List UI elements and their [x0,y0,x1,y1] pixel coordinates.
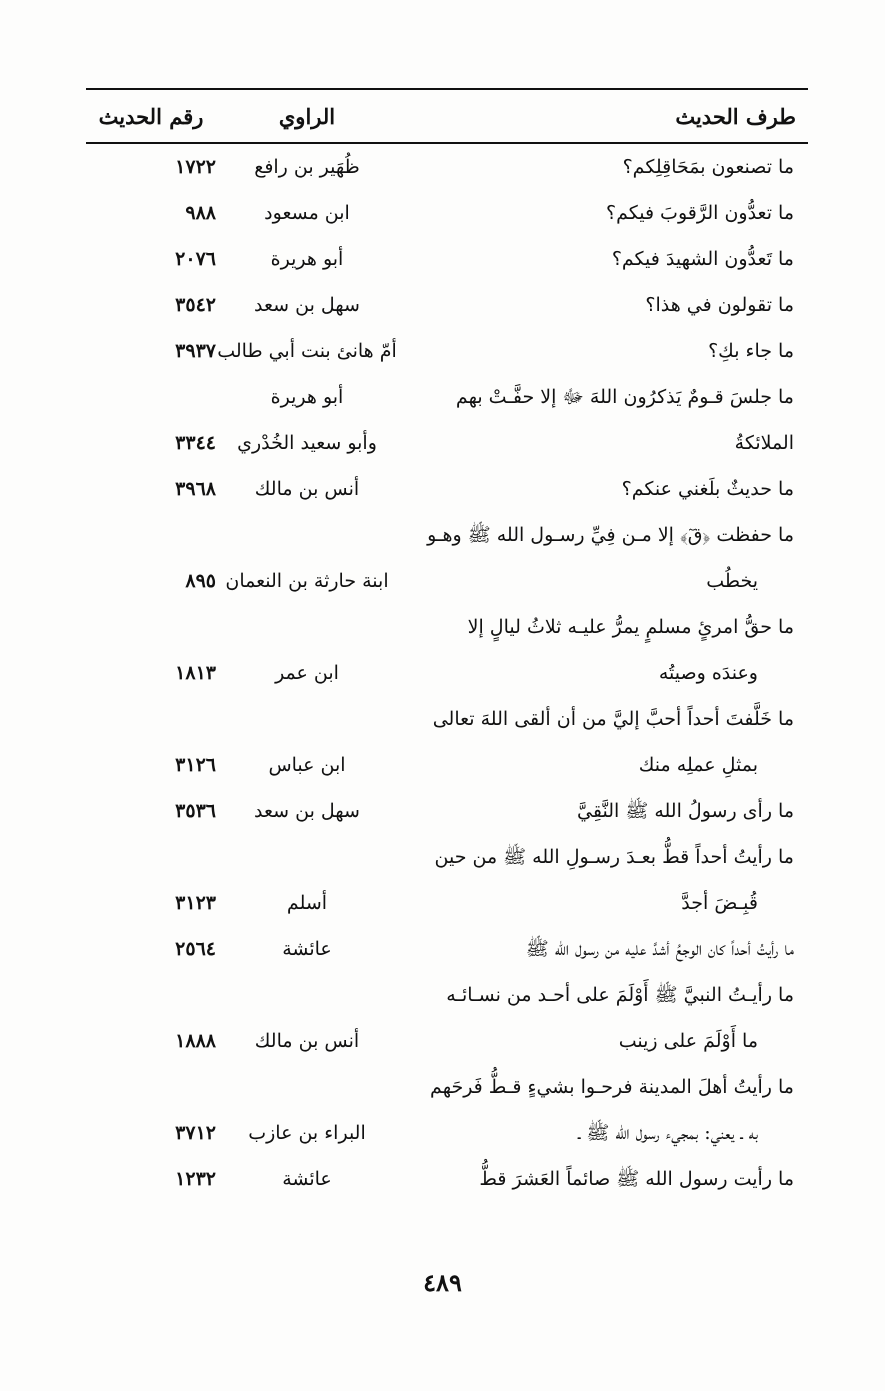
table-row [86,972,808,1064]
hadith-text-line: ما خَلَّفتَ أحداً أحبَّ إليَّ من أن ألقى اللهَ تعالى [432,708,794,730]
page-number: ٤٨٩ [423,1268,462,1297]
narrator-name: البراء بن عازب [248,1122,366,1144]
hadith-text-cell [398,374,808,466]
table-row [86,190,808,236]
narrator-name: أمّ هانئ بنت أبي طالب [217,340,397,362]
hadith-text-line: ما أَوْلَمَ على زينب [618,1030,758,1052]
narrator-name: سهل بن سعد [254,800,360,822]
hadith-number-cell: ٣٣٤٤ [175,432,216,454]
hadith-text-line: وعندَه وصيتُه [658,662,758,684]
narrator-cell [216,466,398,512]
table-row [86,374,808,466]
hadith-number-cell: ٢٥٦٤ [175,938,216,960]
index-table-body [86,144,808,1202]
hadith-number-cell: ١٨٨٨ [175,1030,216,1052]
hadith-text-line: ما حديثٌ بلَغني عنكم؟ [621,478,794,500]
hadith-text-line: ما تعدُّون الرَّقوبَ فيكم؟ [605,202,794,224]
hadith-text-cell [398,604,808,696]
narrator-cell [216,328,398,374]
table-row [86,788,808,834]
narrator-name: عائشة [282,938,332,960]
hadith-number-cell: ٣١٢٦ [175,754,216,776]
narrator-name: ابن مسعود [264,202,350,224]
hadith-number-cell: ٨٩٥ [185,570,216,592]
narrator-cell [216,926,398,972]
table-row [86,604,808,696]
hadith-text-line: ما تصنعون بمَحَاقِلِكم؟ [622,156,794,178]
hadith-number-cell: ١٨١٣ [175,662,216,684]
hadith-number-cell: ١٢٣٢ [175,1168,216,1190]
table-row [86,144,808,190]
narrator-cell [216,144,398,190]
narrator-name: ابن عمر [275,662,339,684]
narrator-name: عائشة [282,1168,332,1190]
narrator-cell [216,558,398,604]
hadith-text-cell [398,1064,808,1156]
hadith-text-cell [398,1156,808,1202]
hadith-text-line: ما حقُّ امرئٍ مسلمٍ يمرُّ عليـه ثلاثُ ليالٍ إلا [467,616,794,638]
narrator-cell [216,742,398,788]
table-row [86,512,808,604]
hadith-number-cell: ٩٨٨ [185,202,216,224]
hadith-number-cell: ٣٥٤٢ [175,294,216,316]
hadith-number-cell: ٣٧١٢ [175,1122,216,1144]
hadith-text-line: ما رأيـتُ النبيَّ ﷺ أَوْلَمَ على أحـد من نسـائـه [446,984,794,1006]
hadith-text-cell [398,512,808,604]
narrator-name: أنس بن مالك [254,478,360,500]
hadith-text-cell [398,190,808,236]
hadith-text-line: ما رأيتُ أحداً كان الوجعُ أشدَّ عليه من رسول الله ﷺ [525,938,794,960]
header-hadith-text: طرف الحديث [675,103,796,129]
table-row [86,466,808,512]
header-hadith-number: رقم الحديث [98,103,204,129]
table-row [86,1156,808,1202]
hadith-text-line: ما رأيتُ أحداً قطُّ بعـدَ رسـولِ الله ﷺ من حين [434,846,794,868]
narrator-cell [216,1156,398,1202]
table-row [86,328,808,374]
hadith-text-line: ما رأيتُ أهلَ المدينة فرحـوا بشيءٍ قـطُّ فَرحَهم [430,1076,794,1098]
narrator-cell [216,190,398,236]
hadith-text-cell [398,926,808,972]
narrator-name: ابن عباس [268,754,346,776]
hadith-number-cell: ٢٠٧٦ [175,248,216,270]
narrator-cell [216,236,398,282]
hadith-text-line: ما جاء بكِ؟ [708,340,794,362]
table-row [86,236,808,282]
hadith-text-line: ما تقولون في هذا؟ [645,294,794,316]
narrator-cell [216,374,398,466]
narrator-name: أنس بن مالك [254,1030,360,1052]
narrator-cell [216,788,398,834]
hadith-text-cell [398,466,808,512]
hadith-text-line: ما جلسَ قـومٌ يَذكرُون اللهَ ﷻ إلا حفَّـتْ بهم الملائكةُ [455,386,794,454]
hadith-text-line: ما رأيت رسول الله ﷺ صائماً العَشرَ قطُّ [479,1168,794,1190]
hadith-text-cell [398,282,808,328]
narrator-name: وأبو سعيد الخُدْري [237,432,377,454]
hadith-text-line: بمثلِ عملِه منك [638,754,758,776]
narrator-name: سهل بن سعد [254,294,360,316]
narrator-cell [216,880,398,926]
hadith-text-cell [398,236,808,282]
hadith-text-cell [398,788,808,834]
hadith-text-line: يخطُب [706,570,758,592]
hadith-number-cell: ٣١٢٣ [175,892,216,914]
hadith-text-cell [398,972,808,1064]
hadith-number-cell: ٣٩٦٨ [175,478,216,500]
hadith-text-cell [398,328,808,374]
hadith-number-cell: ٣٥٣٦ [175,800,216,822]
table-row [86,926,808,972]
table-row [86,696,808,788]
narrator-name: أسلم [286,892,328,914]
table-header [86,90,808,142]
hadith-text-cell [398,696,808,788]
narrator-cell [216,650,398,696]
hadith-text-line: ما تَعدُّون الشهيدَ فيكم؟ [611,248,794,270]
hadith-text-line: قُبِـضَ أجدَّ [681,892,758,914]
narrator-cell [216,282,398,328]
index-page [86,88,808,1202]
narrator-name: ظُهَير بن رافع [254,156,360,178]
narrator-cell [216,1018,398,1064]
header-narrator: الراوي [278,103,336,129]
table-row [86,282,808,328]
narrator-name: أبو هريرة [270,248,344,270]
hadith-text-line: ما حفظت ﴿قٓ﴾ إلا مـن فِيِّ رسـول الله ﷺ وهـو [427,524,794,546]
table-row [86,834,808,926]
hadith-text-cell [398,834,808,926]
hadith-number-cell: ١٧٢٢ [175,156,216,178]
hadith-text-line: به ـ يعني: بمجيء رسول الله ﷺ ـ [577,1122,758,1144]
hadith-text-line: ما رأى رسولُ الله ﷺ النَّقِيَّ [577,800,794,822]
hadith-number-cell: ٣٩٣٧ [175,340,216,362]
hadith-text-cell [398,144,808,190]
narrator-name: أبو هريرة [270,386,344,408]
narrator-cell [216,1110,398,1156]
table-row [86,1064,808,1156]
narrator-name: ابنة حارثة بن النعمان [225,570,389,592]
